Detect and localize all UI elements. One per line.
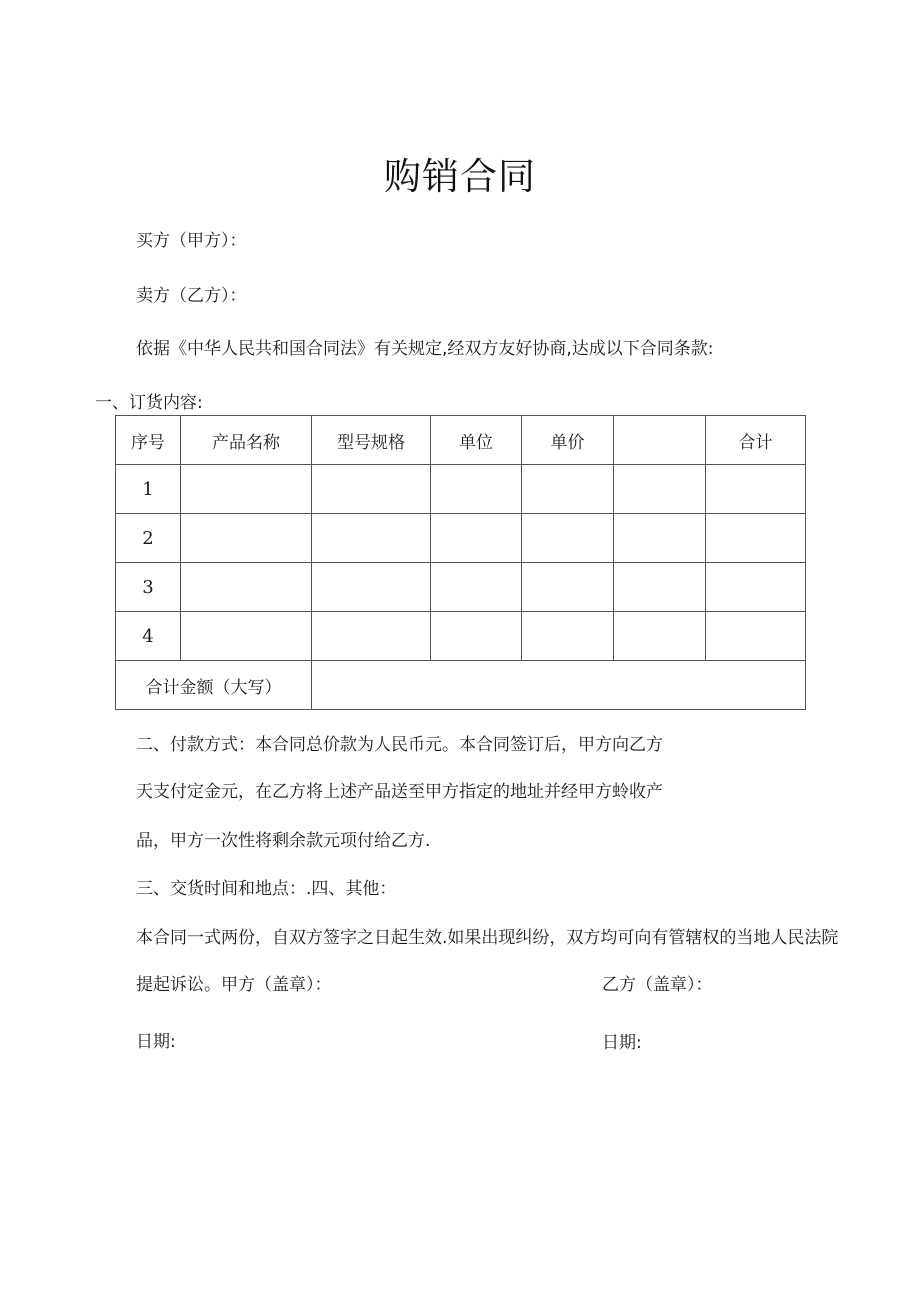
cell-subtotal[interactable] — [706, 612, 806, 661]
table-row — [116, 563, 806, 612]
cell-product-name[interactable] — [181, 563, 312, 612]
cell-subtotal[interactable] — [706, 514, 806, 563]
table-row — [116, 514, 806, 563]
cell-model-spec[interactable] — [312, 514, 431, 563]
table-total-row — [116, 661, 806, 710]
header-unit: 单位 — [431, 416, 522, 465]
seller-label: 卖方（乙方）： — [136, 286, 247, 306]
total-amount-label: 合计金额（大写） — [116, 661, 312, 710]
cell-subtotal[interactable] — [706, 563, 806, 612]
row-index: 3 — [116, 563, 181, 612]
table-row — [116, 612, 806, 661]
other-terms-line-1: 本合同一式两份，自双方签字之日起生效.如果出现纠纷，双方均可向有管辖权的当地人民法院 — [136, 928, 839, 948]
header-subtotal: 合计 — [706, 416, 806, 465]
party-b-seal-label: 乙方（盖章）： — [602, 975, 713, 995]
cell-blank[interactable] — [614, 563, 706, 612]
preamble-text: 依据《中华人民共和国合同法》有关规定,经双方友好协商,达成以下合同条款: — [136, 339, 714, 359]
buyer-label: 买方（甲方）： — [136, 231, 247, 251]
cell-product-name[interactable] — [181, 612, 312, 661]
header-model-spec: 型号规格 — [312, 416, 431, 465]
table-row — [116, 465, 806, 514]
cell-model-spec[interactable] — [312, 465, 431, 514]
cell-blank[interactable] — [614, 465, 706, 514]
row-index: 2 — [116, 514, 181, 563]
row-index: 1 — [116, 465, 181, 514]
cell-model-spec[interactable] — [312, 563, 431, 612]
row-index: 4 — [116, 612, 181, 661]
cell-product-name[interactable] — [181, 465, 312, 514]
cell-blank[interactable] — [614, 514, 706, 563]
total-amount-value[interactable] — [312, 661, 806, 710]
order-table — [115, 415, 806, 710]
cell-blank[interactable] — [614, 612, 706, 661]
party-b-date-label: 日期: — [602, 1033, 642, 1053]
cell-unit-price[interactable] — [522, 612, 614, 661]
cell-unit[interactable] — [431, 612, 522, 661]
cell-unit[interactable] — [431, 514, 522, 563]
party-a-date-label: 日期: — [136, 1032, 176, 1052]
payment-terms-line-3: 品，甲方一次性将剩余款元项付给乙方. — [136, 831, 431, 851]
cell-subtotal[interactable] — [706, 465, 806, 514]
header-index: 序号 — [116, 416, 181, 465]
cell-model-spec[interactable] — [312, 612, 431, 661]
payment-terms-line-2: 天支付定金元，在乙方将上述产品送至甲方指定的地址并经甲方蛉收产 — [136, 782, 663, 802]
contract-title: 购销合同 — [384, 155, 536, 198]
delivery-and-other-heading: 三、交货时间和地点：.四、其他： — [136, 879, 397, 899]
header-unit-price: 单价 — [522, 416, 614, 465]
payment-terms-line-1: 二、付款方式：本合同总价款为人民币元。本合同签订后，甲方向乙方 — [136, 735, 663, 755]
other-terms-line-2: 提起诉讼。甲方（盖章）： — [136, 975, 332, 995]
cell-unit-price[interactable] — [522, 514, 614, 563]
cell-unit-price[interactable] — [522, 563, 614, 612]
cell-unit[interactable] — [431, 563, 522, 612]
cell-unit-price[interactable] — [522, 465, 614, 514]
table-header-row — [116, 416, 806, 465]
cell-product-name[interactable] — [181, 514, 312, 563]
header-blank — [614, 416, 706, 465]
section-order-heading: 一、订货内容: — [95, 393, 203, 413]
header-product-name: 产品名称 — [181, 416, 312, 465]
cell-unit[interactable] — [431, 465, 522, 514]
